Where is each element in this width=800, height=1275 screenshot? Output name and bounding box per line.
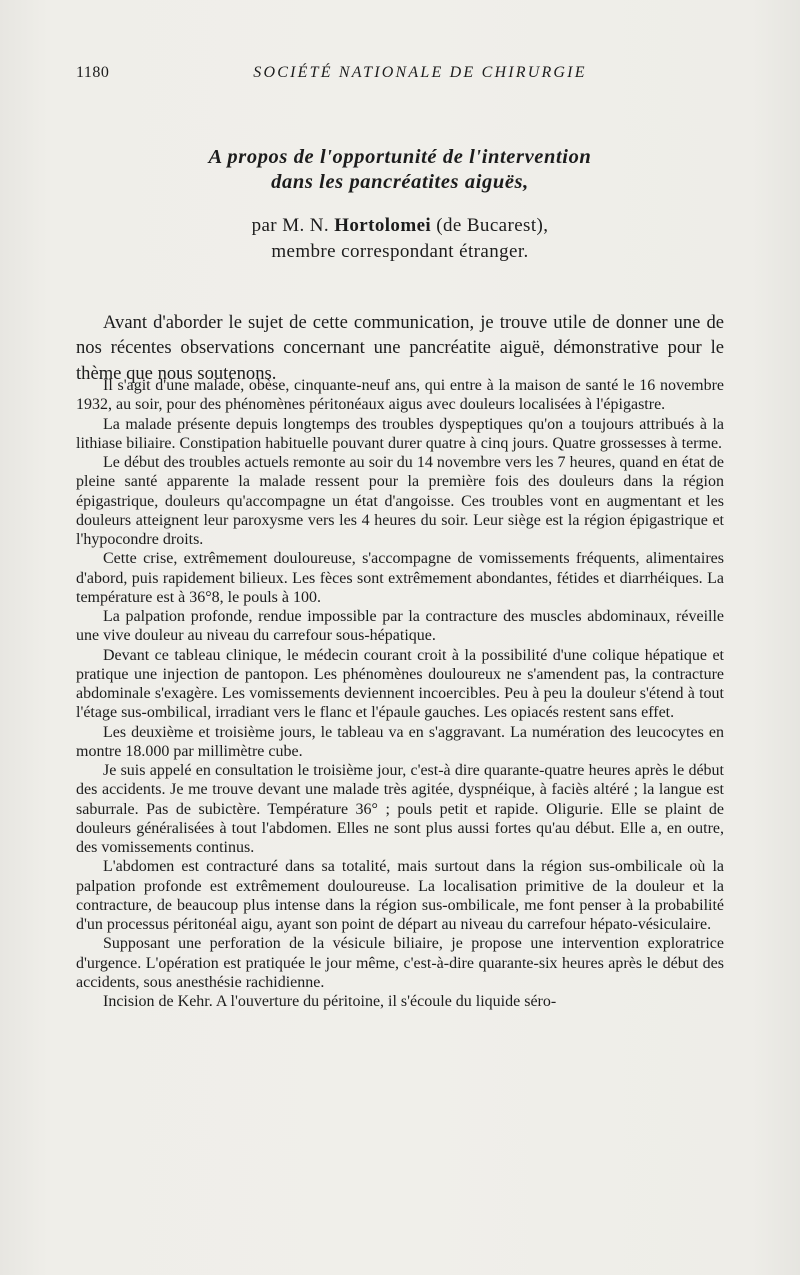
byline xyxy=(76,213,724,265)
intro-paragraph: Avant d'aborder le sujet de cette communication, je trouve utile de donner une de nos récentes observations concernant une pancréatite aiguë, démonstrative pour le thème que nous soutenons. xyxy=(76,311,724,384)
body-paragraph: Devant ce tableau clinique, le médecin courant croit à la possibilité d'une colique hépatique et pratique une injection de pantopon. Les phénomènes douloureux ne s'amendent pas, la contracture abdominale s'exagère. Les vomissements deviennent incoercibles. Peu à peu la douleur s'étend à tout l'étage sus-ombilical, irradiant vers le flanc et l'épaule gauches. Les opiacés restent sans effet. xyxy=(76,646,724,722)
article-body xyxy=(76,376,724,1011)
body-paragraph: Supposant une perforation de la vésicule biliaire, je propose une intervention exploratrice d'urgence. L'opération est pratiquée le jour même, c'est-à-dire quarante-six heures après le début des accidents, sous anesthésie rachidienne. xyxy=(76,935,724,991)
page-number: 1180 xyxy=(76,64,110,81)
journal-title: SOCIÉTÉ NATIONALE DE CHIRURGIE xyxy=(253,64,587,81)
body-paragraph: Je suis appelé en consultation le troisième jour, c'est-à dire quarante-quatre heures après le début des accidents. Je me trouve devant une malade très agitée, dyspnéique, à faciès altéré ; la langue est saburrale. Pas de subictère. Température 36° ; pouls petit et rapide. Oligurie. Elle se plaint de douleurs généralisées à tout l'abdomen. Elles ne sont plus aussi fortes qu'au début. Elle a, en outre, des vomissements continus. xyxy=(76,762,724,856)
body-paragraph: La palpation profonde, rendue impossible par la contracture des muscles abdominaux, réveille une vive douleur au niveau du carrefour sous-hépatique. xyxy=(76,608,724,645)
body-paragraph: Il s'agit d'une malade, obèse, cinquante-neuf ans, qui entre à la maison de santé le 16 novembre 1932, au soir, pour des phénomènes péritonéaux aigus avec douleurs localisées à l'épigastre. xyxy=(76,377,724,414)
body-paragraph: Les deuxième et troisième jours, le tableau va en s'aggravant. La numération des leucocytes en montre 18.000 par millimètre cube. xyxy=(76,723,724,760)
article-title xyxy=(76,145,724,195)
title-line-1: A propos de l'opportunité de l'intervention xyxy=(208,146,592,168)
running-head xyxy=(76,64,724,86)
body-paragraph: La malade présente depuis longtemps des troubles dyspeptiques qu'on a toujours attribués à la lithiase biliaire. Constipation habituelle pouvant durer quatre à cinq jours. Quatre grossesses à terme. xyxy=(76,415,724,452)
body-paragraph: L'abdomen est contracturé dans sa totalité, mais surtout dans la région sus-ombilicale où la palpation profonde est extrêmement douloureuse. La localisation primitive de la douleur et la contracture, de beaucoup plus intense dans la région sus-ombilicale, me font penser à la probabilité d'un processus péritonéal aigu, ayant son point de départ au niveau du carrefour hépato-vésiculaire. xyxy=(76,858,724,933)
author-role: membre correspondant étranger. xyxy=(271,241,529,262)
title-line-2: dans les pancréatites aiguës, xyxy=(271,171,529,193)
by-suffix: (de Bucarest), xyxy=(436,215,549,236)
by-prefix: par M. N. xyxy=(251,215,330,236)
body-paragraph: Incision de Kehr. A l'ouverture du péritoine, il s'écoule du liquide séro- xyxy=(103,993,557,1010)
body-paragraph: Cette crise, extrêmement douloureuse, s'accompagne de vomissements fréquents, alimentaires d'abord, puis rapidement bilieux. Les fèces sont extrêmement abondantes, fétides et diarrhéiques. La température est à 36°8, le pouls à 100. xyxy=(76,550,724,606)
body-paragraph: Le début des troubles actuels remonte au soir du 14 novembre vers les 7 heures, quand en état de pleine santé apparente la malade ressent pour la première fois des douleurs dans la région épigastrique, douleurs qu'accompagne un état d'angoisse. Ces troubles vont en augmentant et les douleurs atteignent leur paroxysme vers les 4 heures du soir. Leur siège est la région épigastrique et l'hypocondre droits. xyxy=(76,454,724,548)
author-name: Hortolomei xyxy=(334,215,432,236)
byline-line-1 xyxy=(76,213,724,239)
